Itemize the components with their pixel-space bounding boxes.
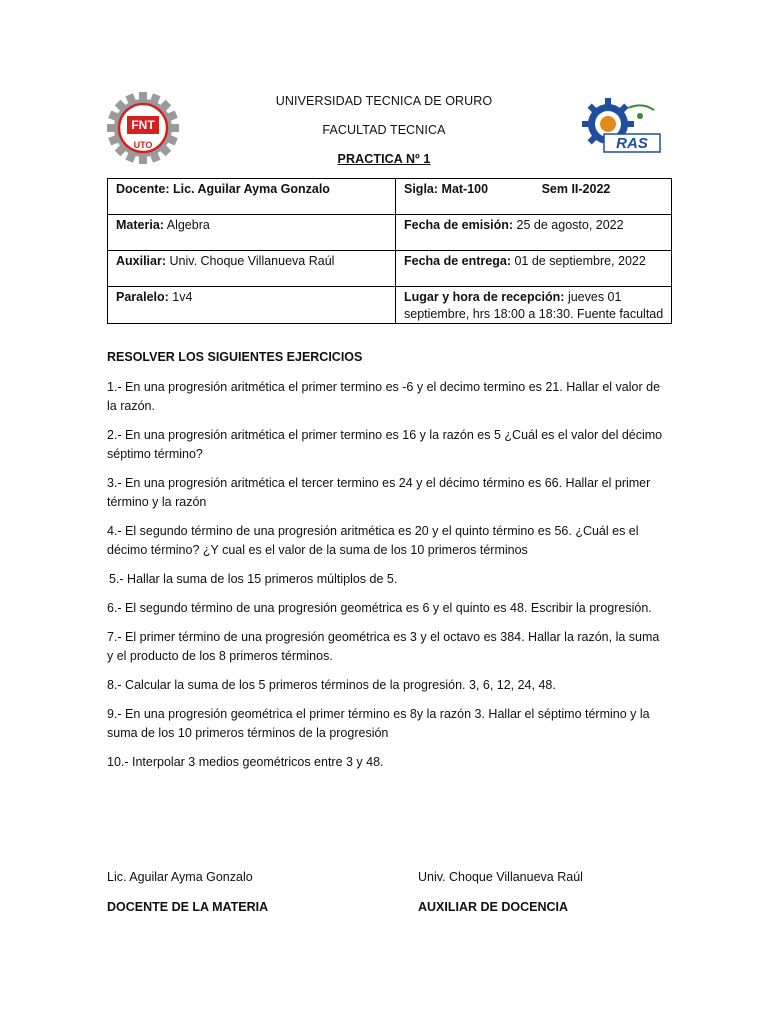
materia-value: Algebra [166,218,210,232]
list-item: 2.- En una progresión aritmética el primer termino es 16 y la razón es 5 ¿Cuál es el valor del décimo séptimo término? [107,428,663,461]
list-item: 9.- En una progresión geométrica el primer término es 8y la razón 3. Hallar el séptimo término y la suma de los 10 primeros términos de la progresión [107,707,650,740]
emision-value: 25 de agosto, 2022 [516,218,624,232]
svg-text:UTO: UTO [133,140,153,150]
course-info-table [107,178,672,324]
list-item: 1.- En una progresión aritmética el primer termino es -6 y el decimo termino es 21. Hallar el valor de la razón. [107,380,661,413]
practice-title: PRACTICA Nº 1 [337,152,431,166]
emision-cell [396,215,672,251]
semester-value: Sem II-2022 [541,182,611,196]
docente-label: Docente: [116,182,170,196]
table-row [108,251,672,287]
lugar-label: Lugar y hora de recepción: [404,290,565,304]
list-item: 5.- Hallar la suma de los 15 primeros múltiplos de 5. [109,572,398,586]
list-item: 7.- El primer término de una progresión geométrica es 3 y el octavo es 384. Hallar la razón, la suma y el producto de los 8 primeros términos. [107,630,660,663]
paralelo-value: 1v4 [172,290,193,304]
entrega-cell [396,251,672,287]
svg-text:FNT: FNT [131,118,155,132]
docente-value: Lic. Aguilar Ayma Gonzalo [172,182,330,196]
emision-label: Fecha de emisión: [404,218,514,232]
svg-text:RAS: RAS [616,135,648,152]
teacher-signature-name: Lic. Aguilar Ayma Gonzalo [107,870,253,884]
materia-label: Materia: [116,218,164,232]
list-item: 6.- El segundo término de una progresión geométrica es 6 y el quinto es 48. Escribir la progresión. [107,601,652,615]
faculty-title: FACULTAD TECNICA [322,123,446,137]
materia-cell [108,215,396,251]
docente-cell [108,179,396,215]
lugar-cell [396,287,672,324]
assistant-role: AUXILIAR DE DOCENCIA [418,900,569,914]
lugar-value: jueves 01 septiembre, hrs 18:00 a 18:30. Fuente facultad [404,290,664,321]
paralelo-cell [108,287,396,324]
auxiliar-cell [108,251,396,287]
list-item: 10.- Interpolar 3 medios geométricos entre 3 y 48. [107,755,384,769]
list-item: 8.- Calcular la suma de los 5 primeros términos de la progresión. 3, 6, 12, 24, 48. [107,678,556,692]
auxiliar-label: Auxiliar: [116,254,167,268]
sigla-cell [396,179,672,215]
entrega-label: Fecha de entrega: [404,254,511,268]
entrega-value: 01 de septiembre, 2022 [514,254,646,268]
exercise-list [107,378,667,782]
table-row [108,215,672,251]
university-title: UNIVERSIDAD TECNICA DE ORURO [275,94,493,108]
list-item: 3.- En una progresión aritmética el tercer termino es 24 y el décimo término es 66. Hallar el primer término y la razón [107,476,651,509]
paralelo-label: Paralelo: [116,290,169,304]
list-item: 4.- El segundo término de una progresión aritmética es 20 y el quinto término es 56. ¿Cuál es el décimo término? ¿Y cual es el valor de la suma de los 10 primeros términos [107,524,639,557]
table-row [108,179,672,215]
sigla-value: Mat-100 [441,182,489,196]
teacher-role: DOCENTE DE LA MATERIA [107,900,269,914]
section-title: RESOLVER LOS SIGUIENTES EJERCICIOS [107,350,363,364]
table-row [108,287,672,324]
sigla-label: Sigla: [404,182,439,196]
auxiliar-value: Univ. Choque Villanueva Raúl [169,254,335,268]
assistant-signature-name: Univ. Choque Villanueva Raúl [418,870,583,884]
